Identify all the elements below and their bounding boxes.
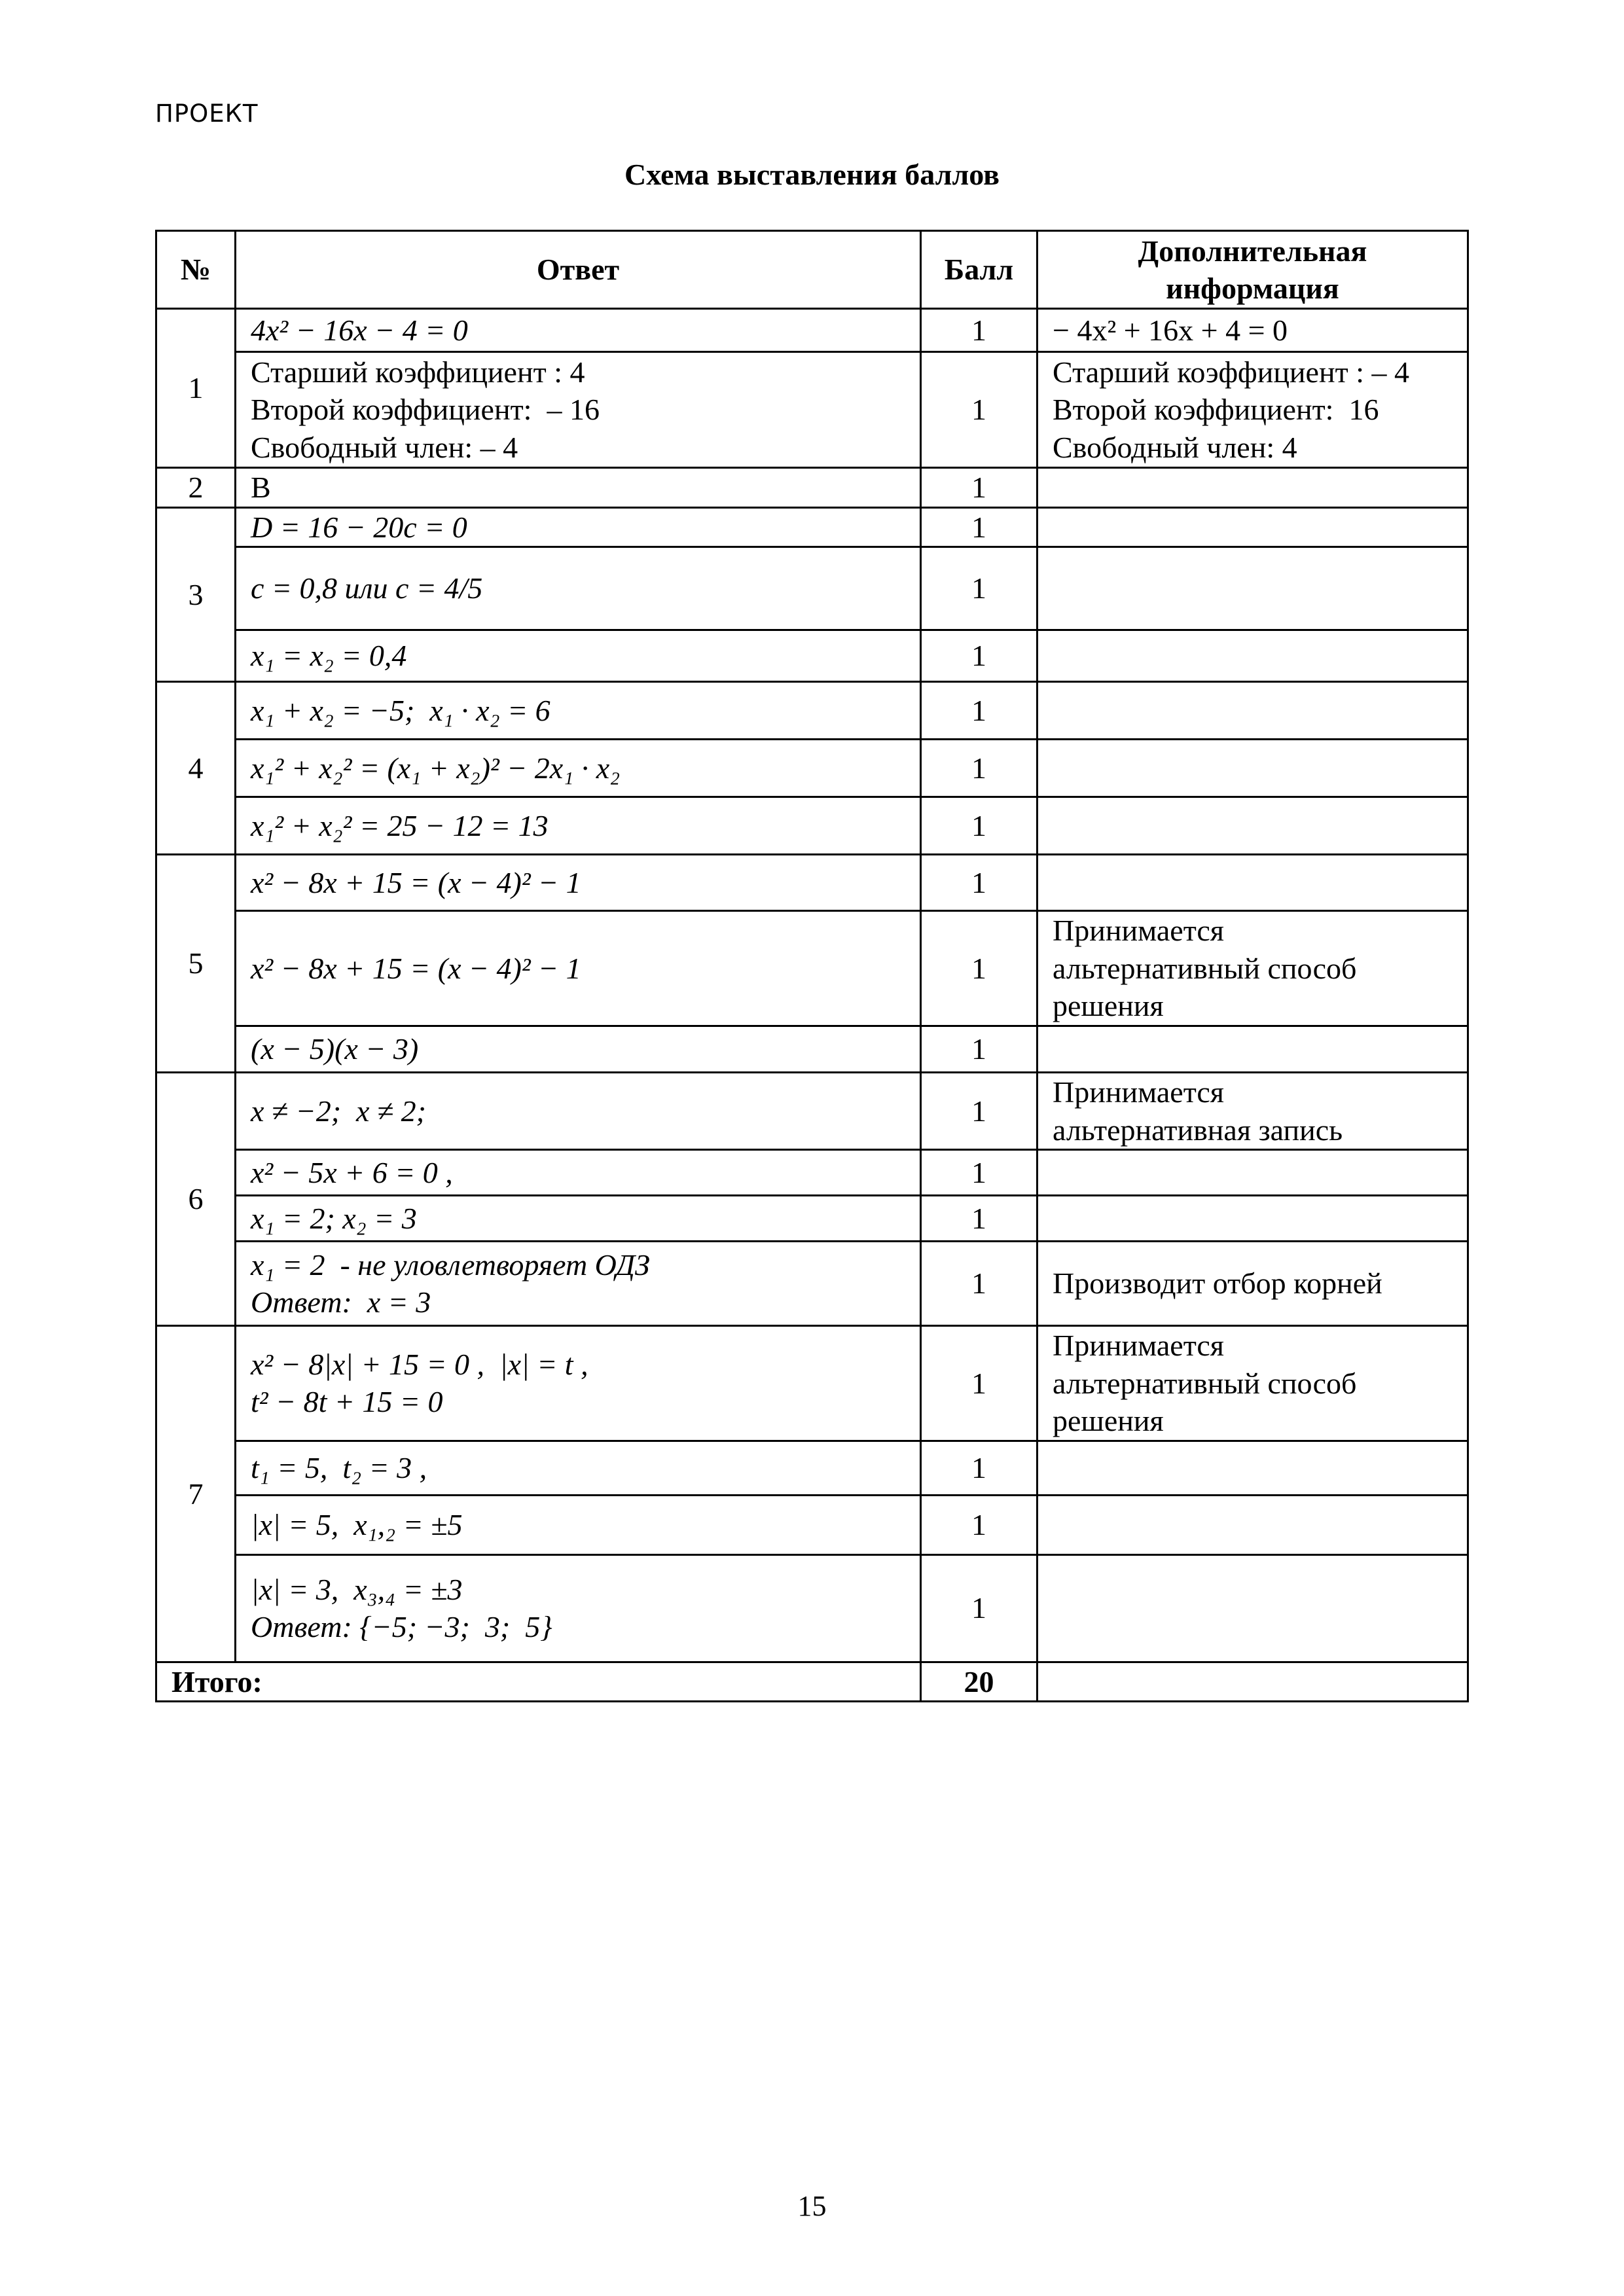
task-number: 3 <box>156 507 236 682</box>
note-cell <box>1038 1441 1468 1495</box>
table-row <box>156 507 1468 547</box>
table-row <box>156 1073 1468 1150</box>
score-cell: 1 <box>921 1242 1038 1326</box>
task-number: 6 <box>156 1073 236 1326</box>
score-cell: 1 <box>921 1026 1038 1073</box>
total-label: Итого: <box>156 1662 921 1702</box>
score-cell: 1 <box>921 352 1038 468</box>
note-cell <box>1038 630 1468 682</box>
note-cell <box>1038 507 1468 547</box>
note-cell <box>1038 468 1468 508</box>
note-cell <box>1038 1554 1468 1662</box>
table-row <box>156 1026 1468 1073</box>
score-cell: 1 <box>921 1073 1038 1150</box>
header-label: ПРОЕКТ <box>155 99 259 128</box>
answer-cell: 4x² − 16x − 4 = 0 <box>236 309 921 352</box>
note-cell: Производит отбор корней <box>1038 1242 1468 1326</box>
total-row <box>156 1662 1468 1702</box>
table-row <box>156 630 1468 682</box>
table-body <box>156 309 1468 1662</box>
note-cell <box>1038 1150 1468 1196</box>
score-cell: 1 <box>921 911 1038 1026</box>
answer-cell: x² − 5x + 6 = 0 , <box>236 1150 921 1196</box>
task-number: 5 <box>156 855 236 1073</box>
table-row <box>156 352 1468 468</box>
note-cell: Принимается альтернативный способ решения <box>1038 911 1468 1026</box>
table-row <box>156 468 1468 508</box>
answer-cell: x₁ = 2 - не уловлетворяет ОДЗ Ответ: x = 3 <box>236 1242 921 1326</box>
table-row <box>156 797 1468 855</box>
task-number: 1 <box>156 309 236 468</box>
header-score: Балл <box>921 231 1038 309</box>
answer-cell: x² − 8|x| + 15 = 0 , |x| = t , t² − 8t + 15 = 0 <box>236 1326 921 1441</box>
score-cell: 1 <box>921 1326 1038 1441</box>
note-cell: − 4x² + 16x + 4 = 0 <box>1038 309 1468 352</box>
answer-cell: x₁² + x₂² = (x₁ + x₂)² − 2x₁ · x₂ <box>236 740 921 797</box>
note-cell <box>1038 547 1468 630</box>
total-note <box>1038 1662 1468 1702</box>
answer-cell: c = 0,8 или c = 4/5 <box>236 547 921 630</box>
table-row <box>156 1150 1468 1196</box>
score-cell: 1 <box>921 630 1038 682</box>
table-row <box>156 1554 1468 1662</box>
answer-cell: x ≠ −2; x ≠ 2; <box>236 1073 921 1150</box>
score-cell: 1 <box>921 1441 1038 1495</box>
table-row <box>156 911 1468 1026</box>
note-cell <box>1038 1026 1468 1073</box>
header-answer: Ответ <box>236 231 921 309</box>
table-row <box>156 740 1468 797</box>
answer-cell: x₁ + x₂ = −5; x₁ · x₂ = 6 <box>236 682 921 740</box>
table-row <box>156 547 1468 630</box>
task-number: 7 <box>156 1326 236 1662</box>
answer-cell: x₁² + x₂² = 25 − 12 = 13 <box>236 797 921 855</box>
score-cell: 1 <box>921 1554 1038 1662</box>
answer-cell: В <box>236 468 921 508</box>
note-cell <box>1038 682 1468 740</box>
score-cell: 1 <box>921 682 1038 740</box>
answer-cell: (x − 5)(x − 3) <box>236 1026 921 1073</box>
table-row <box>156 682 1468 740</box>
score-cell: 1 <box>921 1495 1038 1554</box>
answer-cell: |x| = 3, x₃,₄ = ±3 Ответ: {−5; −3; 3; 5} <box>236 1554 921 1662</box>
score-cell: 1 <box>921 468 1038 508</box>
note-cell <box>1038 855 1468 911</box>
score-cell: 1 <box>921 1150 1038 1196</box>
answer-cell: Старший коэффициент : 4 Второй коэффициент: – 16 Свободный член: – 4 <box>236 352 921 468</box>
page-number: 15 <box>797 2190 827 2222</box>
answer-cell: x² − 8x + 15 = (x − 4)² − 1 <box>236 855 921 911</box>
table-row <box>156 1495 1468 1554</box>
table-row <box>156 855 1468 911</box>
header-note: Дополнительная информация <box>1038 231 1468 309</box>
document-title: Схема выставления баллов <box>624 158 1000 191</box>
answer-cell: x₁ = 2; x₂ = 3 <box>236 1196 921 1242</box>
answer-cell: x² − 8x + 15 = (x − 4)² − 1 <box>236 911 921 1026</box>
score-cell: 1 <box>921 1196 1038 1242</box>
note-cell: Принимается альтернативная запись <box>1038 1073 1468 1150</box>
task-number: 4 <box>156 682 236 855</box>
answer-cell: D = 16 − 20c = 0 <box>236 507 921 547</box>
score-cell: 1 <box>921 855 1038 911</box>
table-row <box>156 1326 1468 1441</box>
score-cell: 1 <box>921 547 1038 630</box>
table-row <box>156 1441 1468 1495</box>
task-number: 2 <box>156 468 236 508</box>
table-row <box>156 309 1468 352</box>
score-cell: 1 <box>921 797 1038 855</box>
note-cell: Принимается альтернативный способ решения <box>1038 1326 1468 1441</box>
note-cell <box>1038 1196 1468 1242</box>
answer-cell: t₁ = 5, t₂ = 3 , <box>236 1441 921 1495</box>
table-row <box>156 1196 1468 1242</box>
score-cell: 1 <box>921 740 1038 797</box>
note-cell <box>1038 797 1468 855</box>
table-row <box>156 1242 1468 1326</box>
total-value: 20 <box>921 1662 1038 1702</box>
scoring-table <box>155 230 1469 1702</box>
score-cell: 1 <box>921 507 1038 547</box>
header-num: № <box>156 231 236 309</box>
table-header-row <box>156 231 1468 309</box>
answer-cell: |x| = 5, x₁,₂ = ±5 <box>236 1495 921 1554</box>
note-cell: Старший коэффициент : – 4 Второй коэффициент: 16 Свободный член: 4 <box>1038 352 1468 468</box>
note-cell <box>1038 740 1468 797</box>
score-cell: 1 <box>921 309 1038 352</box>
note-cell <box>1038 1495 1468 1554</box>
answer-cell: x₁ = x₂ = 0,4 <box>236 630 921 682</box>
